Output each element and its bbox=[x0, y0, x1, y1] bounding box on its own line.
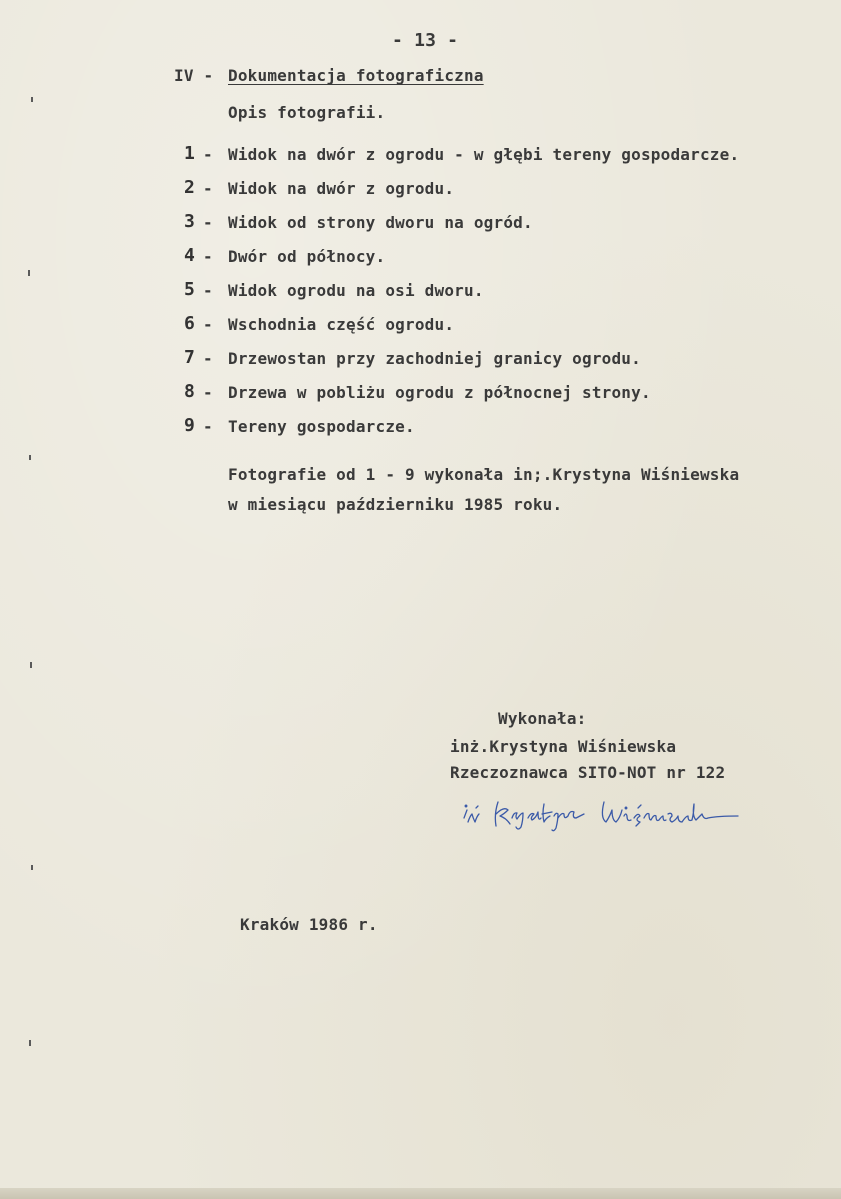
item-separator: - bbox=[203, 349, 213, 368]
item-number: 6 bbox=[184, 313, 195, 334]
item-separator: - bbox=[203, 247, 213, 266]
margin-mark bbox=[28, 270, 30, 276]
item-text: Widok od strony dworu na ogród. bbox=[228, 213, 533, 232]
item-number: 9 bbox=[184, 415, 195, 436]
item-separator: - bbox=[203, 213, 213, 232]
item-text: Widok na dwór z ogrodu. bbox=[228, 179, 455, 198]
page-number: - 13 - bbox=[392, 30, 459, 51]
place-date: Kraków 1986 r. bbox=[240, 915, 378, 934]
note-line-2: w miesiącu październiku 1985 roku. bbox=[228, 495, 563, 514]
section-number: IV - bbox=[174, 66, 214, 85]
item-text: Wschodnia część ogrodu. bbox=[228, 315, 455, 334]
item-number: 3 bbox=[184, 211, 195, 232]
item-separator: - bbox=[203, 145, 213, 164]
note-line-1: Fotografie od 1 - 9 wykonała in;.Krystyna Wiśniewska bbox=[228, 465, 740, 484]
margin-mark bbox=[29, 1040, 31, 1046]
item-text: Widok na dwór z ogrodu - w głębi tereny gospodarcze. bbox=[228, 145, 740, 164]
item-number: 8 bbox=[184, 381, 195, 402]
item-text: Drzewostan przy zachodniej granicy ogrodu. bbox=[228, 349, 641, 368]
item-separator: - bbox=[203, 315, 213, 334]
author-name: inż.Krystyna Wiśniewska bbox=[450, 737, 677, 756]
item-text: Drzewa w pobliżu ogrodu z północnej strony. bbox=[228, 383, 651, 402]
margin-mark bbox=[29, 455, 31, 460]
margin-mark bbox=[31, 97, 33, 102]
section-subtitle: Opis fotografii. bbox=[228, 103, 386, 122]
item-text: Widok ogrodu na osi dworu. bbox=[228, 281, 484, 300]
margin-mark bbox=[31, 865, 33, 870]
signature bbox=[462, 796, 752, 836]
scan-bottom-edge bbox=[0, 1188, 841, 1199]
item-number: 7 bbox=[184, 347, 195, 368]
item-separator: - bbox=[203, 179, 213, 198]
item-number: 4 bbox=[184, 245, 195, 266]
item-separator: - bbox=[203, 281, 213, 300]
author-role: Rzeczoznawca SITO-NOT nr 122 bbox=[450, 763, 726, 782]
item-number: 2 bbox=[184, 177, 195, 198]
item-number: 5 bbox=[184, 279, 195, 300]
author-label: Wykonała: bbox=[498, 709, 587, 728]
item-number: 1 bbox=[184, 143, 195, 164]
item-separator: - bbox=[203, 383, 213, 402]
item-separator: - bbox=[203, 417, 213, 436]
margin-mark bbox=[30, 662, 32, 668]
item-text: Tereny gospodarcze. bbox=[228, 417, 415, 436]
section-title: Dokumentacja fotograficzna bbox=[228, 66, 484, 85]
item-text: Dwór od północy. bbox=[228, 247, 386, 266]
